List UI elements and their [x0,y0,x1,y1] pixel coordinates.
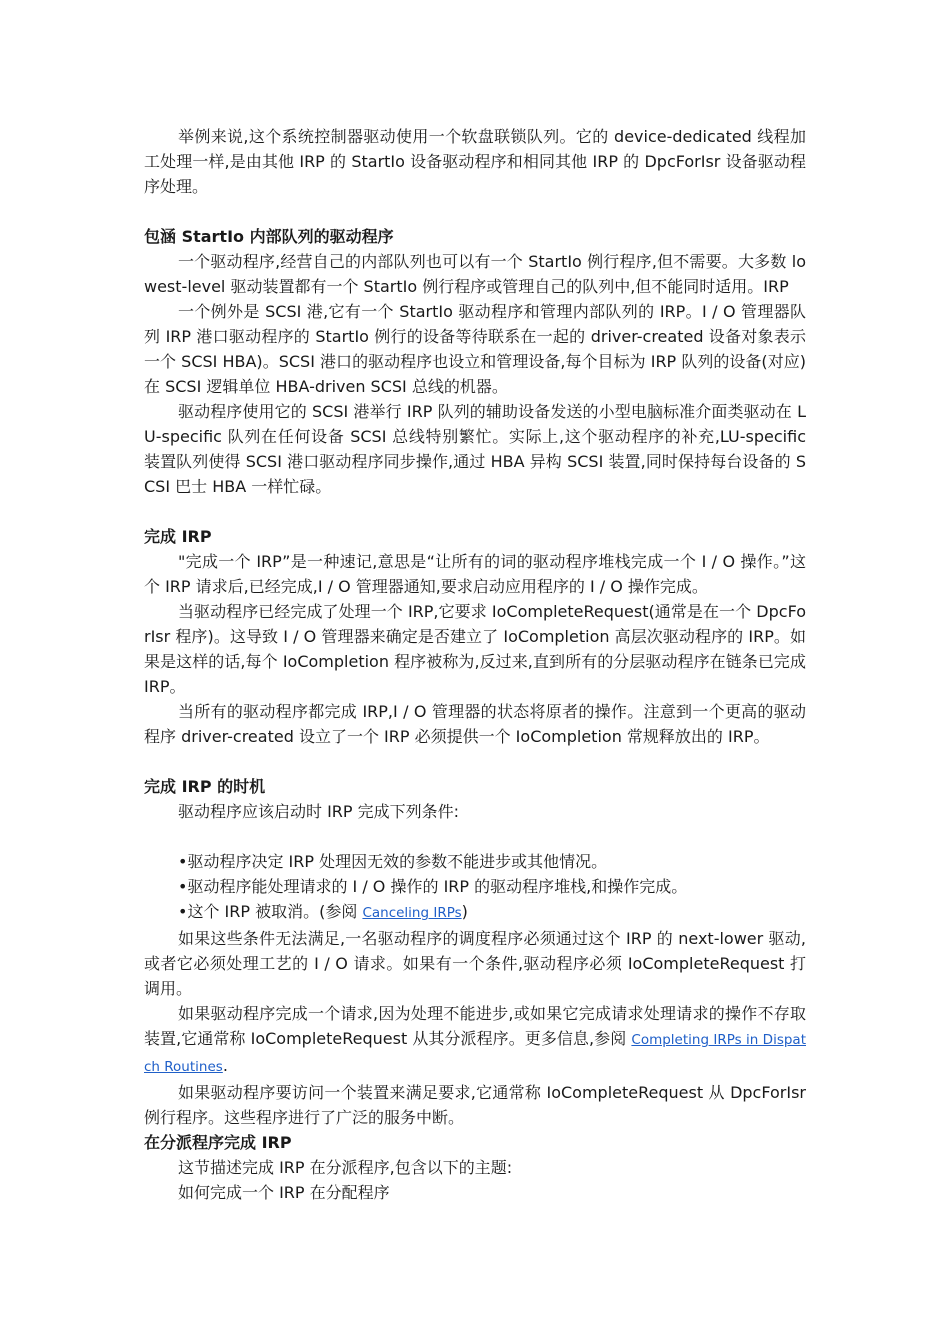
list-item-text: •这个 IRP 被取消。(参阅 [178,902,363,921]
paragraph-startio-optional: 一个驱动程序,经营自己的内部队列也可以有一个 StartIo 例行程序,但不需要。大多数 lowest-level 驱动装置都有一个 StartIo 例行程序或管理自己的队列中,但不能同时适用。IRP [144,252,806,296]
heading-startio-internal-queue: 包涵 StartIo 内部队列的驱动程序 [144,227,394,246]
list-item-operation-complete: •驱动程序能处理请求的 I / O 操作的 IRP 的驱动程序堆栈,和操作完成。 [178,877,688,896]
paragraph-iocompletion-note: 当所有的驱动程序都完成 IRP,I / O 管理器的状态将原者的操作。注意到一个更高的驱动程序 driver-created 设立了一个 IRP 必须提供一个 IoCompletion 常规释放出的 IRP。 [144,702,806,746]
paragraph-floppy-queue: 举例来说,这个系统控制器驱动使用一个软盘联锁队列。它的 device-dedicated 线程加工处理一样,是由其他 IRP 的 StartIo 设备驱动程序和相同其他 IRP 的 DpcForIsr 设备驱动程序处理。 [144,127,806,196]
list-item-text: ) [461,902,468,921]
paragraph-iocompleterequest: 当驱动程序已经完成了处理一个 IRP,它要求 IoCompleteRequest(通常是在一个 DpcForIsr 程序)。这导致 I / O 管理器来确定是否建立了 IoCompletion 高层次驱动程序的 IRP。如果是这样的话,每个 IoCompletion 程序被称为,反过来,直到所有的分层驱动程序在链条已完成 IRP。 [144,602,806,696]
spacer [144,499,806,524]
heading-complete-irp: 完成 IRP [144,527,212,546]
spacer [144,749,806,774]
heading-complete-in-dispatch: 在分派程序完成 IRP [144,1133,292,1152]
paragraph-topic-how-to-complete: 如何完成一个 IRP 在分配程序 [178,1183,390,1202]
spacer [144,824,806,849]
document-page [144,124,806,1205]
list-item-invalid-parameters: •驱动程序决定 IRP 处理因无效的参数不能进步或其他情况。 [178,852,608,871]
paragraph-complete-irp-definition: "完成一个 IRP”是一种速记,意思是“让所有的词的驱动程序堆栈完成一个 I / O 操作。”这个 IRP 请求后,已经完成,I / O 管理器通知,要求启动应用程序的 I / O 操作完成。 [144,552,806,596]
paragraph-complete-from-dispatch [144,1001,806,1080]
paragraph-dpcforisr: 如果驱动程序要访问一个装置来满足要求,它通常称 IoCompleteRequest 从 DpcForIsr 例行程序。这些程序进行了广泛的服务中断。 [144,1083,806,1127]
paragraph-scsi-port-exception: 一个例外是 SCSI 港,它有一个 StartIo 驱动程序和管理内部队列的 IRP。I / O 管理器队列 IRP 港口驱动程序的 StartIo 例行的设备等待联系在一起的 driver-created 设备对象表示一个 SCSI HBA)。SCSI 港口的驱动程序也设立和管理设备,每个目标为 IRP 队列的设备(对应)在 SCSI 逻辑单位 HBA-driven SCSI 总线的机器。 [144,302,806,396]
paragraph-text: . [222,1056,228,1075]
paragraph-section-topics: 这节描述完成 IRP 在分派程序,包含以下的主题: [178,1158,513,1177]
paragraph-pass-to-next-lower: 如果这些条件无法满足,一名驱动程序的调度程序必须通过这个 IRP 的 next-lower 驱动,或者它必须处理工艺的 I / O 请求。如果有一个条件,驱动程序必须 IoCompleteRequest 打调用。 [144,929,806,998]
heading-when-to-complete-irp: 完成 IRP 的时机 [144,777,266,796]
list-item-irp-canceled [144,899,806,926]
canceling-irps-link[interactable]: Canceling IRPs [362,905,462,921]
spacer [144,199,806,224]
paragraph-conditions-intro: 驱动程序应该启动时 IRP 完成下列条件: [178,802,460,821]
paragraph-text: 如果驱动程序完成一个请求,因为处理不能进步,或如果它完成请求处理请求的操作不存取装置,它通常称 IoCompleteRequest 从其分派程序。更多信息,参阅 [144,1004,806,1048]
completing-irps-in-dispatch-routines-link[interactable]: Completing IRPs in Dispatch Routines [144,1032,806,1075]
paragraph-lu-specific-queue: 驱动程序使用它的 SCSI 港举行 IRP 队列的辅助设备发送的小型电脑标准介面类驱动在 LU-specific 队列在任何设备 SCSI 总线特别繁忙。实际上,这个驱动程序的补充,LU-specific 装置队列使得 SCSI 港口驱动程序同步操作,通过 HBA 异构 SCSI 装置,同时保持每台设备的 SCSI 巴士 HBA 一样忙碌。 [144,402,806,496]
